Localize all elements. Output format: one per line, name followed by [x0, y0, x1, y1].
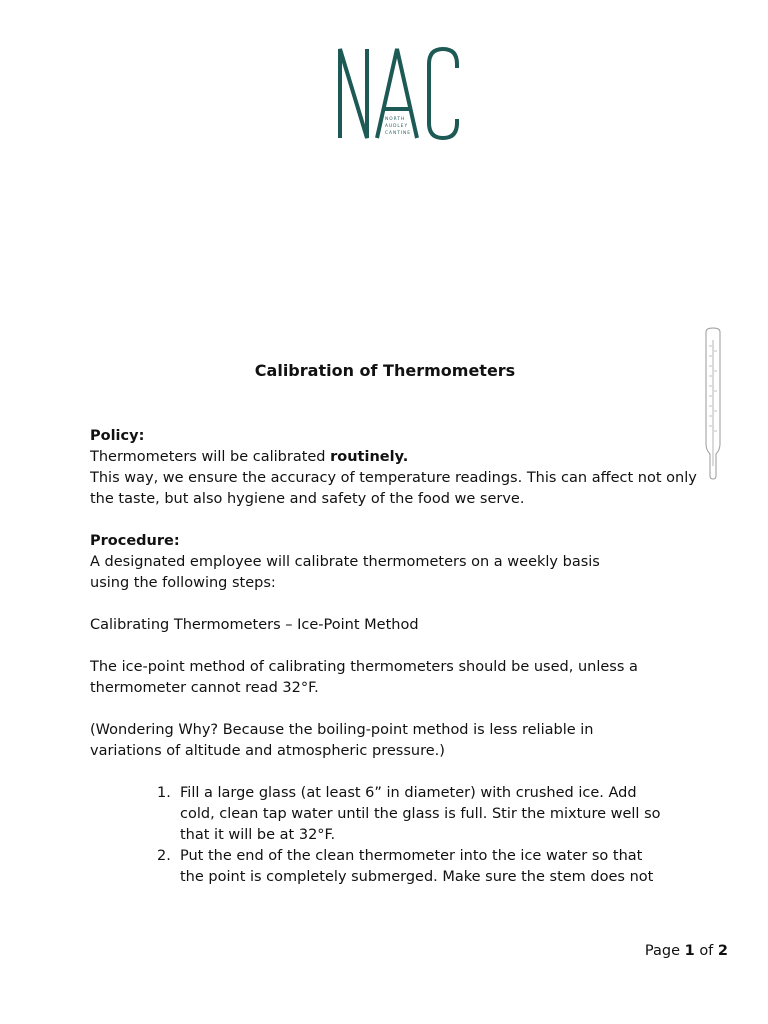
thermometer-icon: [702, 326, 724, 480]
steps-list: [157, 783, 662, 888]
step-number: 2.: [157, 848, 171, 864]
logo-subtext-2: AUDLEY: [385, 124, 409, 129]
step-text: Put the end of the clean thermometer into the ice water so that the point is completely submerged. Make sure the stem does not: [180, 848, 654, 885]
policy-line-1-emphasis: routinely.: [330, 449, 409, 465]
list-item: [157, 783, 662, 846]
current-page: 1: [684, 943, 695, 959]
page-label: Page: [644, 943, 680, 959]
nac-logo: [335, 44, 463, 144]
method-paragraph-1: The ice-point method of calibrating thermometers should be used, unless a thermometer cannot read 32°F.: [90, 659, 638, 696]
total-pages: 2: [717, 943, 728, 959]
procedure-heading: Procedure:: [90, 533, 180, 549]
method-paragraph-2: (Wondering Why? Because the boiling-point method is less reliable in variations of altitude and atmospheric pressure.): [90, 722, 594, 759]
policy-line-1: [90, 447, 700, 468]
page-number: [645, 941, 728, 961]
document-body: [90, 426, 700, 888]
procedure-intro: A designated employee will calibrate thermometers on a weekly basis using the following steps:: [90, 554, 600, 591]
policy-heading: Policy:: [90, 428, 145, 444]
step-number: 1.: [157, 785, 171, 801]
method-title: Calibrating Thermometers – Ice-Point Method: [90, 617, 419, 633]
step-text: Fill a large glass (at least 6” in diameter) with crushed ice. Add cold, clean tap water until the glass is full. Stir the mixture well so that it will be at 32°F.: [180, 785, 661, 843]
of-label: of: [699, 943, 714, 959]
list-item: [157, 846, 662, 888]
logo-subtext-1: NORTH: [385, 117, 406, 122]
logo-subtext-3: CANTINE: [385, 131, 411, 136]
policy-line-2: This way, we ensure the accuracy of temperature readings. This can affect not only the taste, but also hygiene and safety of the food we serve.: [90, 470, 697, 507]
document-title: Calibration of Thermometers: [254, 361, 516, 380]
policy-line-1-text: Thermometers will be calibrated: [90, 449, 331, 465]
